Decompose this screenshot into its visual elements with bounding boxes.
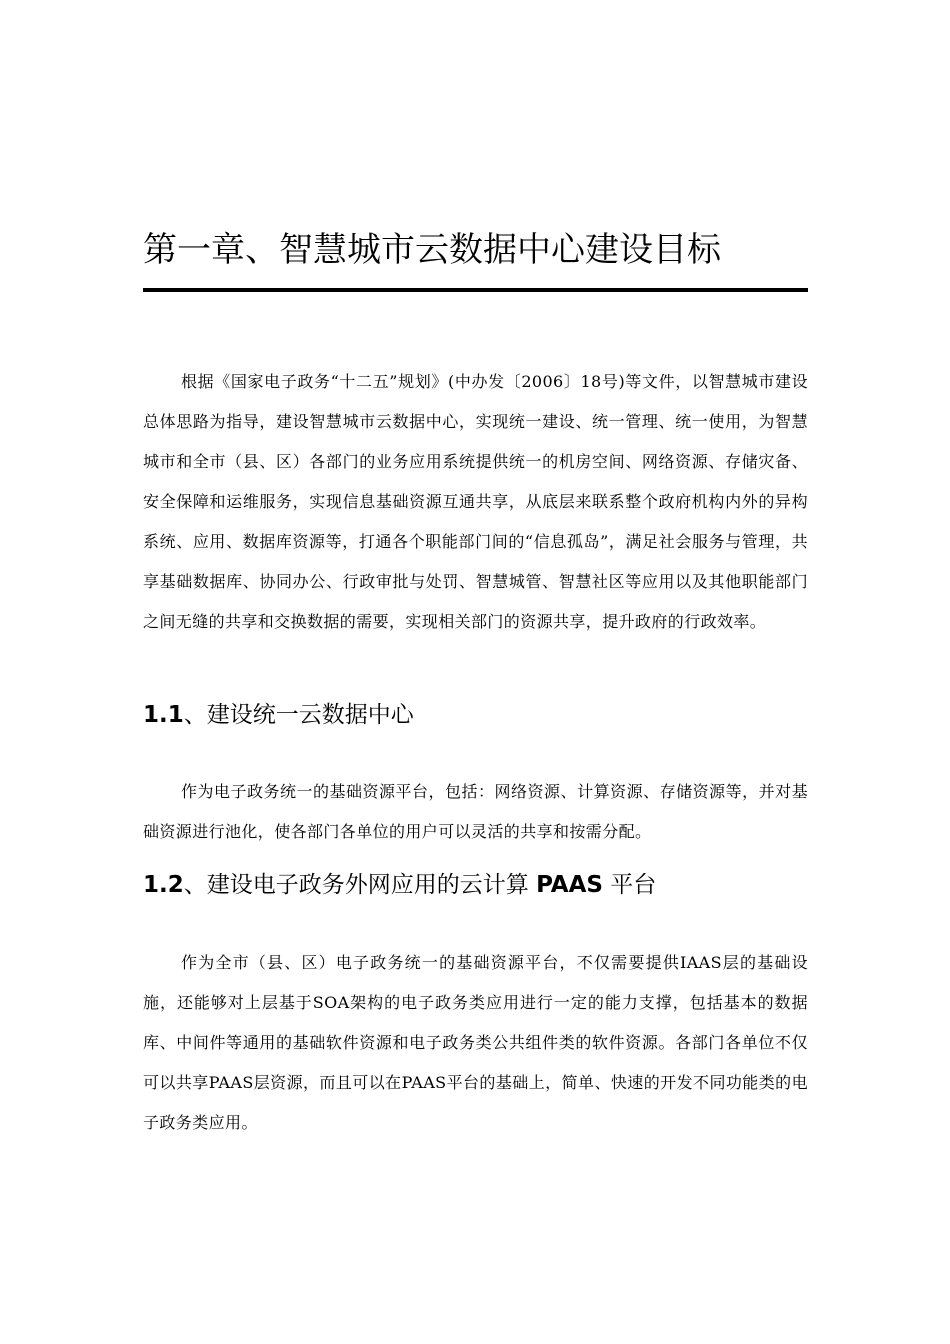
section-separator: 、	[183, 872, 207, 898]
chapter-title: 第一章、智慧城市云数据中心建设目标	[143, 230, 721, 270]
section-number: 1.1	[143, 702, 184, 728]
section-1-1-paragraph: 作为电子政务统一的基础资源平台，包括：网络资源、计算资源、存储资源等，并对基础资源进行池化，使各部门各单位的用户可以灵活的共享和按需分配。	[143, 782, 808, 841]
intro-paragraph: 根据《国家电子政务“十二五”规划》(中办发〔2006〕18号)等文件，以智慧城市建设总体思路为指导，建设智慧城市云数据中心，实现统一建设、统一管理、统一使用，为智慧城市和全市（县、区）各部门的业务应用系统提供统一的机房空间、网络资源、存储灾备、安全保障和运维服务，实现信息基础资源互通共享，从底层来联系整个政府机构内外的异构系统、应用、数据库资源等，打通各个职能部门间的“信息孤岛”，满足社会服务与管理，共享基础数据库、协同办公、行政审批与处罚、智慧城管、智慧社区等应用以及其他职能部门之间无缝的共享和交换数据的需要，实现相关部门的资源共享，提升政府的行政效率。	[143, 372, 808, 631]
section-heading-1-1	[143, 697, 808, 733]
section-separator: 、	[183, 702, 207, 728]
section-title-suffix: 平台	[602, 872, 657, 898]
title-underline	[143, 288, 808, 292]
section-title-text: 建设电子政务外网应用的云计算	[206, 872, 537, 898]
section-title-text: 建设统一云数据中心	[206, 702, 414, 728]
section-title-acronym: PAAS	[536, 872, 603, 898]
section-number: 1.2	[143, 872, 184, 898]
section-1-2-paragraph: 作为全市（县、区）电子政务统一的基础资源平台，不仅需要提供IAAS层的基础设施，还能够对上层基于SOA架构的电子政务类应用进行一定的能力支撑，包括基本的数据库、中间件等通用的基础软件资源和电子政务类公共组件类的软件资源。各部门各单位不仅可以共享PAAS层资源，而且可以在PAAS平台的基础上，简单、快速的开发不同功能类的电子政务类应用。	[143, 953, 808, 1132]
section-heading-1-2	[143, 867, 808, 903]
